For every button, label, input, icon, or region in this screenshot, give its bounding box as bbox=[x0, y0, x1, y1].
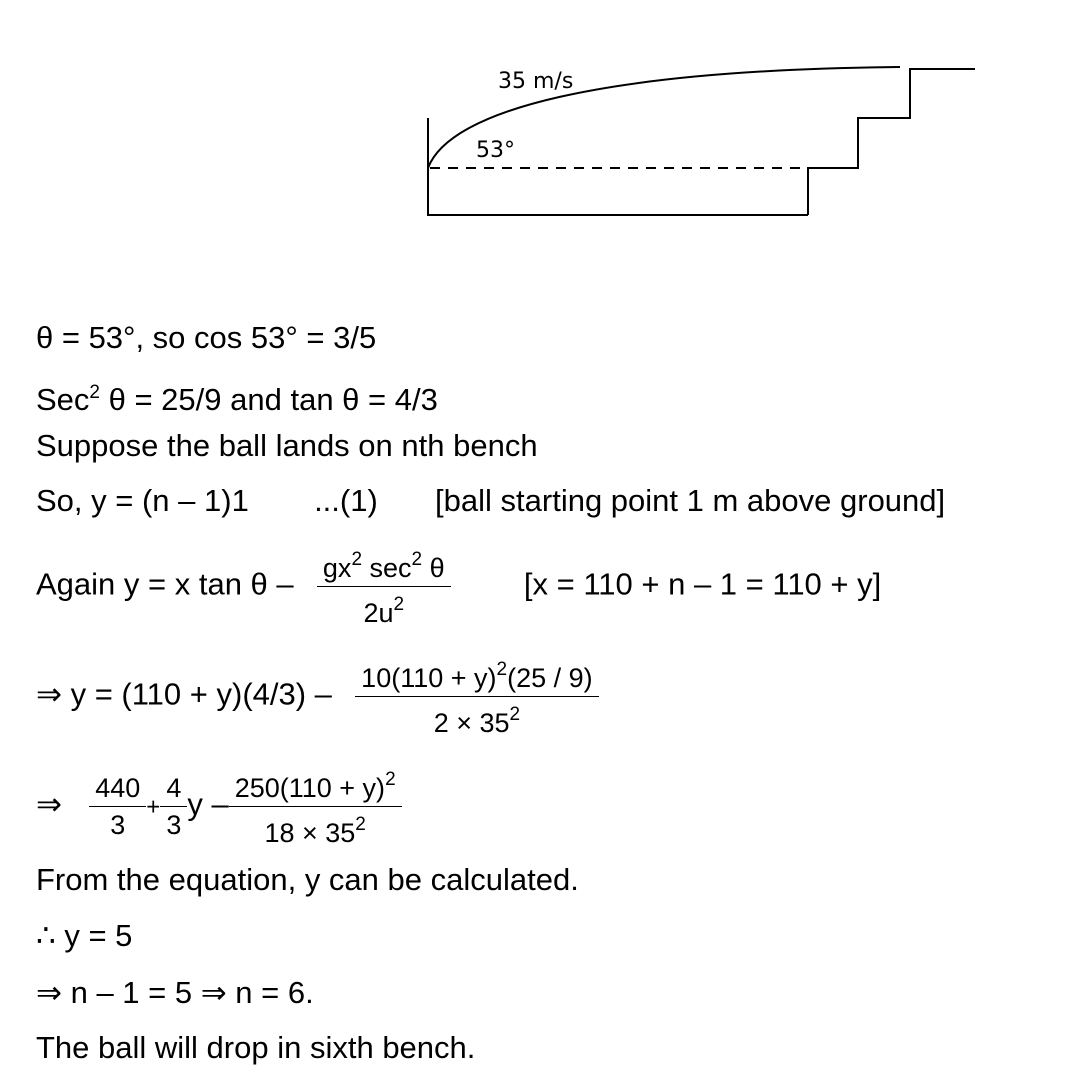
fraction-440-over-3: $\frac{440}{3}$ bbox=[89, 773, 146, 840]
line-5: Again y = x tan θ – $\frac{gx^2 \sec^2 \theta}{2u^2}$ [x = 110 + n – 1 = 110 + y] bbox=[36, 545, 881, 628]
projectile-stairs-diagram bbox=[0, 0, 1080, 260]
line-6: ⇒ y = (110 + y)(4/3) – $\frac{10(110 + y)^2(25 / 9)}{2 \times 35^2}$ bbox=[36, 655, 599, 738]
fraction-250: $\frac{250(110 + y)^2}{18 \times 35^2}$ bbox=[229, 765, 402, 848]
line-3: Suppose the ball lands on nth bench bbox=[36, 428, 538, 463]
line-8: From the equation, y can be calculated. bbox=[36, 862, 579, 897]
speed-label: 35 m/s bbox=[498, 69, 574, 94]
line-9: ∴ y = 5 bbox=[36, 918, 133, 953]
line-10: ⇒ n – 1 = 5 ⇒ n = 6. bbox=[36, 975, 314, 1010]
angle-label: 53° bbox=[476, 138, 515, 163]
stairs bbox=[808, 69, 975, 215]
fraction-substituted: $\frac{10(110 + y)^2(25 / 9)}{2 \times 35^2}$ bbox=[355, 655, 598, 738]
fraction-projectile: $\frac{gx^2 \sec^2 \theta}{2u^2}$ bbox=[317, 545, 451, 628]
line-1: θ = 53°, so cos 53° = 3/5 bbox=[36, 320, 377, 355]
line-7: ⇒ $\frac{440}{3}$ + $\frac{4}{3}$ y – $\frac{250(110 + y)^2}{18 \times 35^2}$ bbox=[36, 765, 402, 848]
line-11: The ball will drop in sixth bench. bbox=[36, 1030, 476, 1065]
fraction-4-over-3: $\frac{4}{3}$ bbox=[160, 773, 187, 840]
line-4: So, y = (n – 1)1 ...(1) [ball starting point 1 m above ground] bbox=[36, 483, 946, 518]
line-2: Sec$^2$ θ = 25/9 and tan θ = 4/3 bbox=[36, 382, 438, 417]
